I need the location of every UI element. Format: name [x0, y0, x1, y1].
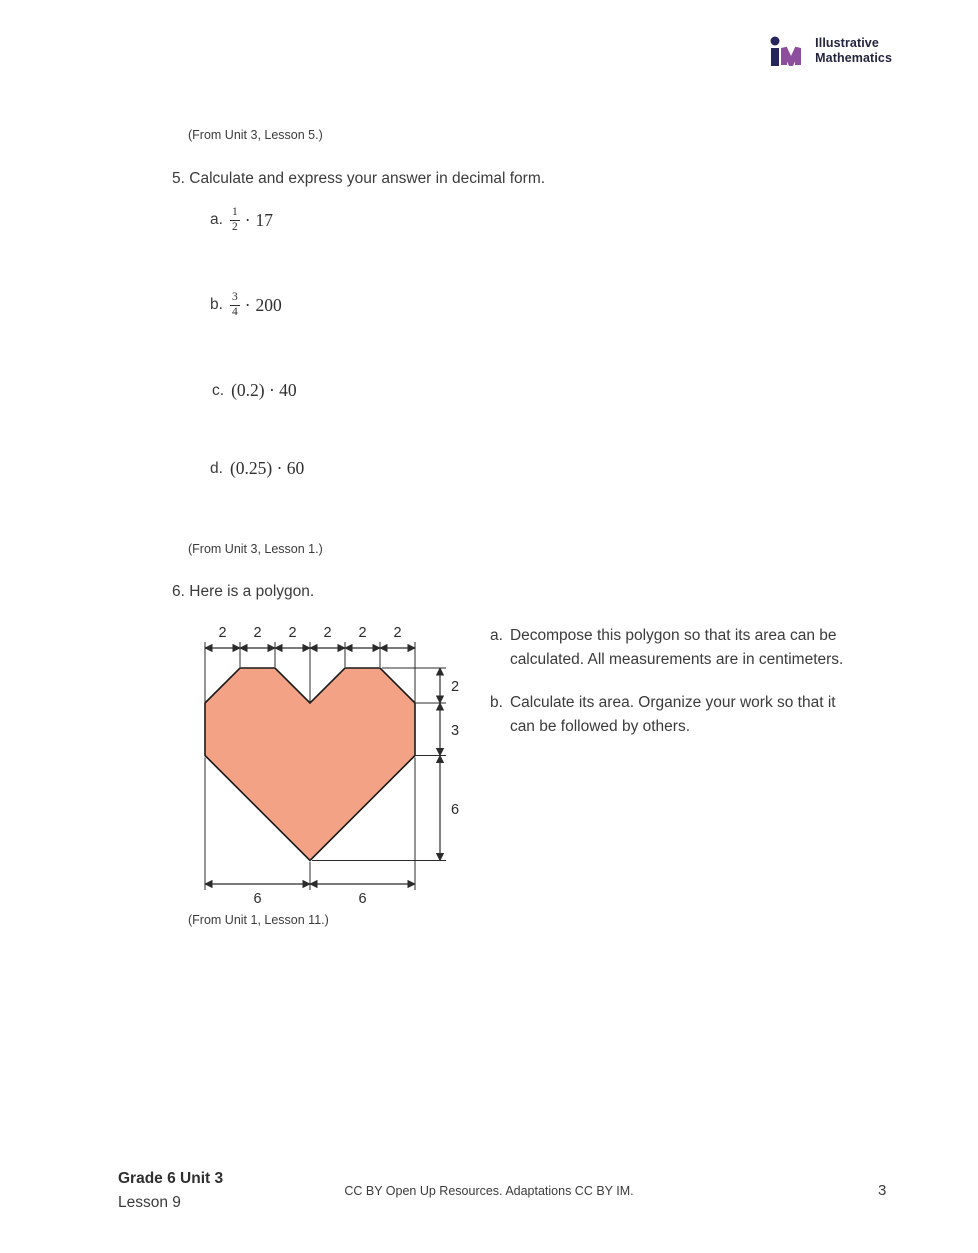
- problem-5-title: [172, 170, 545, 188]
- polygon-diagram: [190, 622, 500, 914]
- footer-license: CC BY Open Up Resources. Adaptations CC BY IM.: [344, 1184, 634, 1198]
- part-b-label: b.: [210, 296, 223, 314]
- fraction-denominator: 4: [231, 305, 238, 318]
- footer-course: Grade 6 Unit 3: [118, 1170, 224, 1187]
- im-logo: [769, 36, 892, 66]
- problem-5-prompt: Calculate and express your answer in decimal form.: [189, 170, 546, 187]
- problem-5-part-b: [210, 291, 282, 320]
- part-d-label: d.: [210, 459, 223, 477]
- logo-line-2: Mathematics: [815, 51, 892, 65]
- im-logo-text: [815, 36, 892, 66]
- problem-6-title: [172, 583, 314, 601]
- footer-lesson: Lesson 9: [118, 1194, 181, 1211]
- problem-5-number: 5.: [172, 170, 185, 187]
- right-dim-label-1: 3: [451, 723, 460, 739]
- logo-i-stem: [771, 48, 779, 66]
- part-b-operand: 200: [255, 294, 282, 315]
- part-a-text: Decompose this polygon so that its area can be calculated. All measurements are in centimeters.: [509, 627, 844, 669]
- footer-page-number: 3: [878, 1182, 887, 1199]
- fraction-numerator: 1: [230, 206, 240, 221]
- top-dim-label-4: 2: [358, 625, 367, 641]
- part-a-label: a.: [490, 627, 503, 644]
- fraction-numerator: 3: [230, 291, 240, 306]
- part-d-expression: (0.25) · 60: [229, 458, 305, 478]
- problem-6-parts: [490, 624, 874, 740]
- part-b-text: Calculate its area. Organize your work so that it can be followed by others.: [509, 693, 836, 736]
- part-a-operand: 17: [255, 209, 274, 230]
- fraction-three-fourths: [230, 291, 240, 320]
- logo-m-glyph: [784, 48, 798, 65]
- part-b-label: b.: [490, 693, 503, 711]
- problem-6-part-b: [490, 691, 874, 740]
- top-dim-label-3: 2: [323, 625, 332, 641]
- problem-6-prompt: Here is a polygon.: [189, 583, 315, 600]
- top-dim-label-1: 2: [253, 625, 262, 641]
- top-dim-label-0: 2: [218, 625, 227, 641]
- right-dim-label-0: 2: [451, 679, 460, 695]
- source-note-unit1-lesson11: (From Unit 1, Lesson 11.): [188, 913, 329, 927]
- bottom-dim-label-0: 6: [253, 891, 262, 907]
- top-dim-label-5: 2: [393, 625, 402, 641]
- fraction-denominator: 2: [231, 220, 238, 233]
- part-c-expression: (0.2) · 40: [231, 380, 297, 400]
- im-logo-mark: [769, 36, 807, 66]
- source-note-problem6: (From Unit 3, Lesson 1.): [188, 542, 323, 556]
- problem-5-part-d: [210, 458, 304, 479]
- part-a-label: a.: [210, 211, 223, 229]
- problem-6-number: 6.: [172, 583, 185, 600]
- problem-5-part-a: [210, 206, 273, 235]
- logo-i-dot: [771, 37, 780, 46]
- source-note-problem5: (From Unit 3, Lesson 5.): [188, 128, 323, 142]
- problem-6-part-a: [490, 624, 874, 673]
- problem-5-part-c: [212, 380, 297, 401]
- right-dim-label-2: 6: [451, 802, 460, 818]
- fraction-one-half: [230, 206, 240, 235]
- multiplication-dot: ·: [244, 209, 251, 230]
- multiplication-dot: ·: [244, 294, 251, 315]
- top-dim-label-2: 2: [288, 625, 297, 641]
- logo-line-1: Illustrative: [815, 36, 879, 51]
- part-c-label: c.: [212, 381, 225, 399]
- bottom-dim-label-1: 6: [358, 891, 367, 907]
